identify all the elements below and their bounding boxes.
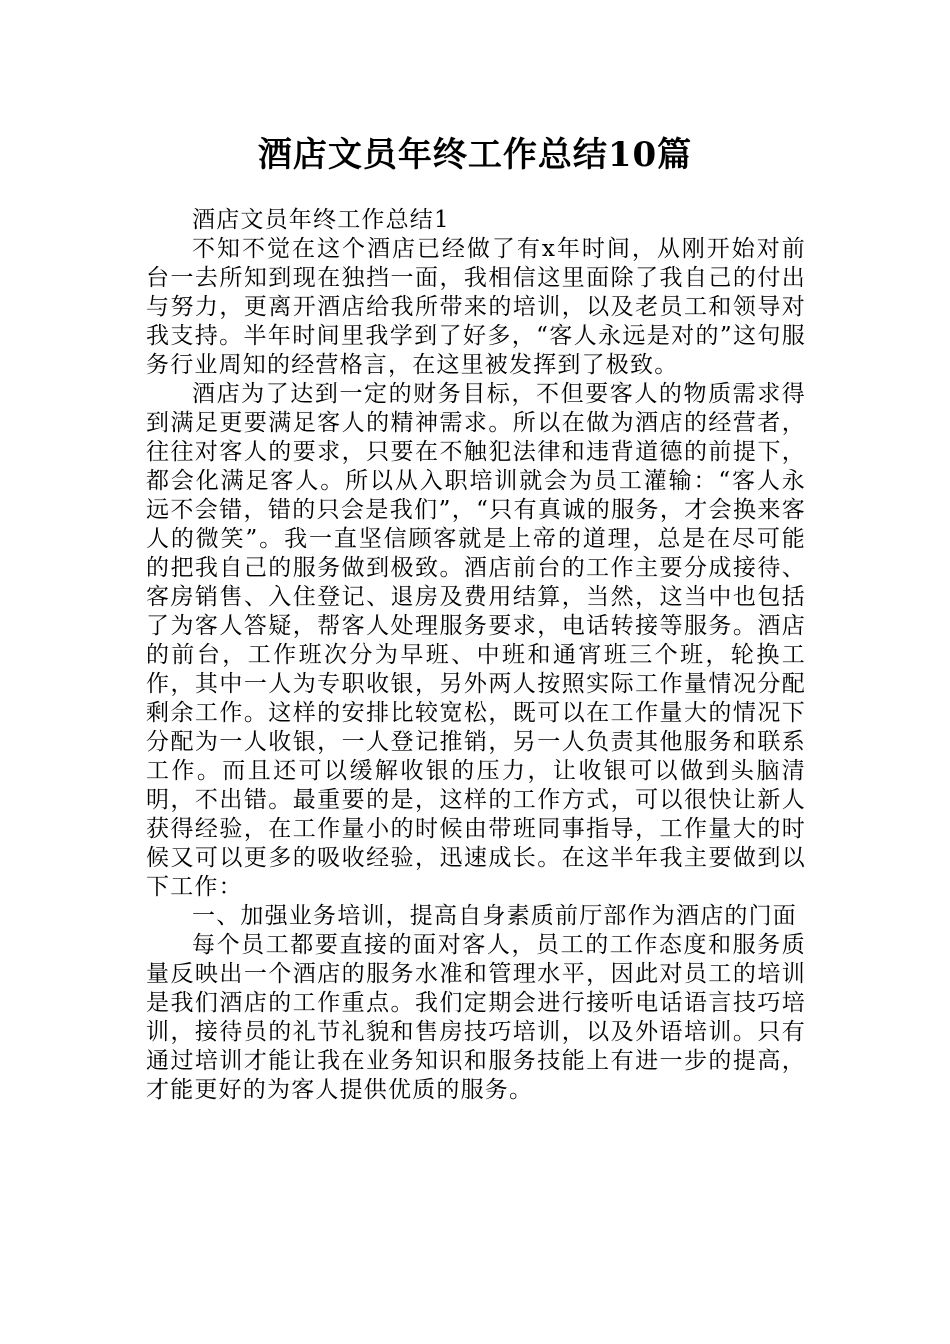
section-heading: 酒店文员年终工作总结1 bbox=[192, 207, 450, 233]
document-body bbox=[146, 206, 806, 1105]
body-paragraph: 每个员工都要直接的面对客人，员工的工作态度和服务质量反映出一个酒店的服务水准和管理水平，因此对员工的培训是我们酒店的工作重点。我们定期会进行接听电话语言技巧培训，接待员的礼节礼貌和售房技巧培训，以及外语培训。只有通过培训才能让我在业务知识和服务技能上有进一步的提高，才能更好的为客人提供优质的服务。 bbox=[146, 932, 806, 1103]
body-paragraph: 酒店为了达到一定的财务目标，不但要客人的物质需求得到满足更要满足客人的精神需求。所以在做为酒店的经营者，往往对客人的要求，只要在不触犯法律和违背道德的前提下，都会化满足客人。所以从入职培训就会为员工灌输：“客人永远不会错，错的只会是我们”，“只有真诚的服务，才会换来客人的微笑”。我一直坚信顾客就是上帝的道理，总是在尽可能的把我自己的服务做到极致。酒店前台的工作主要分成接待、客房销售、入住登记、退房及费用结算，当然，这当中也包括了为客人答疑，帮客人处理服务要求，电话转接等服务。酒店的前台，工作班次分为早班、中班和通宵班三个班，轮换工作，其中一人为专职收银，另外两人按照实际工作量情况分配剩余工作。这样的安排比较宽松，既可以在工作量大的情况下分配为一人收银，一人登记推销，另一人负责其他服务和联系工作。而且还可以缓解收银的压力，让收银可以做到头脑清明，不出错。最重要的是，这样的工作方式，可以很快让新人获得经验，在工作量小的时候由带班同事指导，工作量大的时候又可以更多的吸收经验，迅速成长。在这半年我主要做到以下工作： bbox=[146, 381, 806, 900]
body-paragraph: 不知不觉在这个酒店已经做了有x年时间，从刚开始对前台一去所知到现在独挡一面，我相信这里面除了我自己的付出与努力，更离开酒店给我所带来的培训，以及老员工和领导对我支持。半年时间里我学到了好多，“客人永远是对的”这句服务行业周知的经营格言，在这里被发挥到了极致。 bbox=[146, 236, 806, 378]
document-title: 酒店文员年终工作总结10篇 bbox=[257, 135, 693, 175]
subsection-heading: 一、加强业务培训，提高自身素质前厅部作为酒店的门面 bbox=[192, 903, 797, 929]
